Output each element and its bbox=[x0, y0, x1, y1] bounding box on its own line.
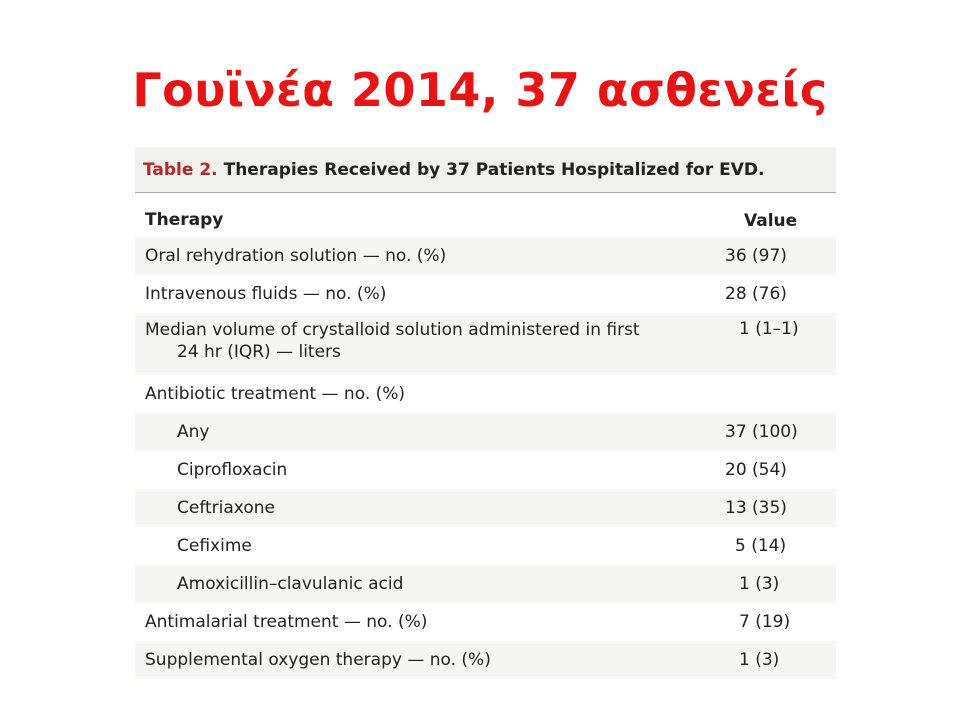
table-row bbox=[135, 641, 836, 679]
table-row bbox=[135, 375, 836, 413]
table-label: Table 2. bbox=[143, 159, 218, 180]
value-cell: 28 (76) bbox=[725, 284, 787, 304]
table-row bbox=[135, 313, 836, 375]
value-cell: 37 (100) bbox=[725, 422, 798, 442]
therapy-cell: Ciprofloxacin bbox=[177, 460, 288, 480]
value-cell: 7 (19) bbox=[739, 612, 791, 632]
table-row bbox=[135, 527, 836, 565]
table-row bbox=[135, 451, 836, 489]
therapy-cell: Antimalarial treatment — no. (%) bbox=[145, 612, 428, 632]
slide-title: Γουϊνέα 2014, 37 ασθενείς bbox=[132, 63, 828, 117]
value-cell: 1 (1–1) bbox=[739, 319, 799, 339]
column-header-value: Value bbox=[744, 211, 798, 231]
therapy-cell: Amoxicillin–clavulanic acid bbox=[177, 574, 404, 594]
therapy-cell bbox=[135, 319, 725, 363]
table-row bbox=[135, 565, 836, 603]
therapy-cell: Intravenous fluids — no. (%) bbox=[145, 284, 387, 304]
therapy-cell: Ceftriaxone bbox=[177, 498, 275, 518]
therapy-cell: Any bbox=[177, 422, 210, 442]
value-cell: 20 (54) bbox=[725, 460, 787, 480]
therapy-cell: Antibiotic treatment — no. (%) bbox=[145, 384, 406, 404]
value-cell: 13 (35) bbox=[725, 498, 787, 518]
table-row bbox=[135, 275, 836, 313]
therapies-table bbox=[135, 147, 836, 679]
table-header-row bbox=[135, 193, 836, 237]
therapy-cell: Oral rehydration solution — no. (%) bbox=[145, 246, 447, 266]
value-cell: 1 (3) bbox=[739, 574, 780, 594]
therapy-cell: Cefixime bbox=[177, 536, 252, 556]
table-row bbox=[135, 603, 836, 641]
table-row bbox=[135, 489, 836, 527]
column-header-therapy: Therapy bbox=[145, 210, 224, 230]
table-caption bbox=[135, 147, 836, 193]
value-cell: 36 (97) bbox=[725, 246, 787, 266]
therapy-cell: Supplemental oxygen therapy — no. (%) bbox=[145, 650, 491, 670]
table-row bbox=[135, 237, 836, 275]
value-cell: 1 (3) bbox=[739, 650, 780, 670]
table-caption-text: Therapies Received by 37 Patients Hospitalized for EVD. bbox=[223, 159, 765, 180]
therapy-cell-line2: 24 hr (IQR) — liters bbox=[177, 342, 341, 362]
value-cell: 5 (14) bbox=[735, 536, 787, 556]
table-row bbox=[135, 413, 836, 451]
therapy-cell-line1: Median volume of crystalloid solution administered in first bbox=[145, 320, 640, 340]
